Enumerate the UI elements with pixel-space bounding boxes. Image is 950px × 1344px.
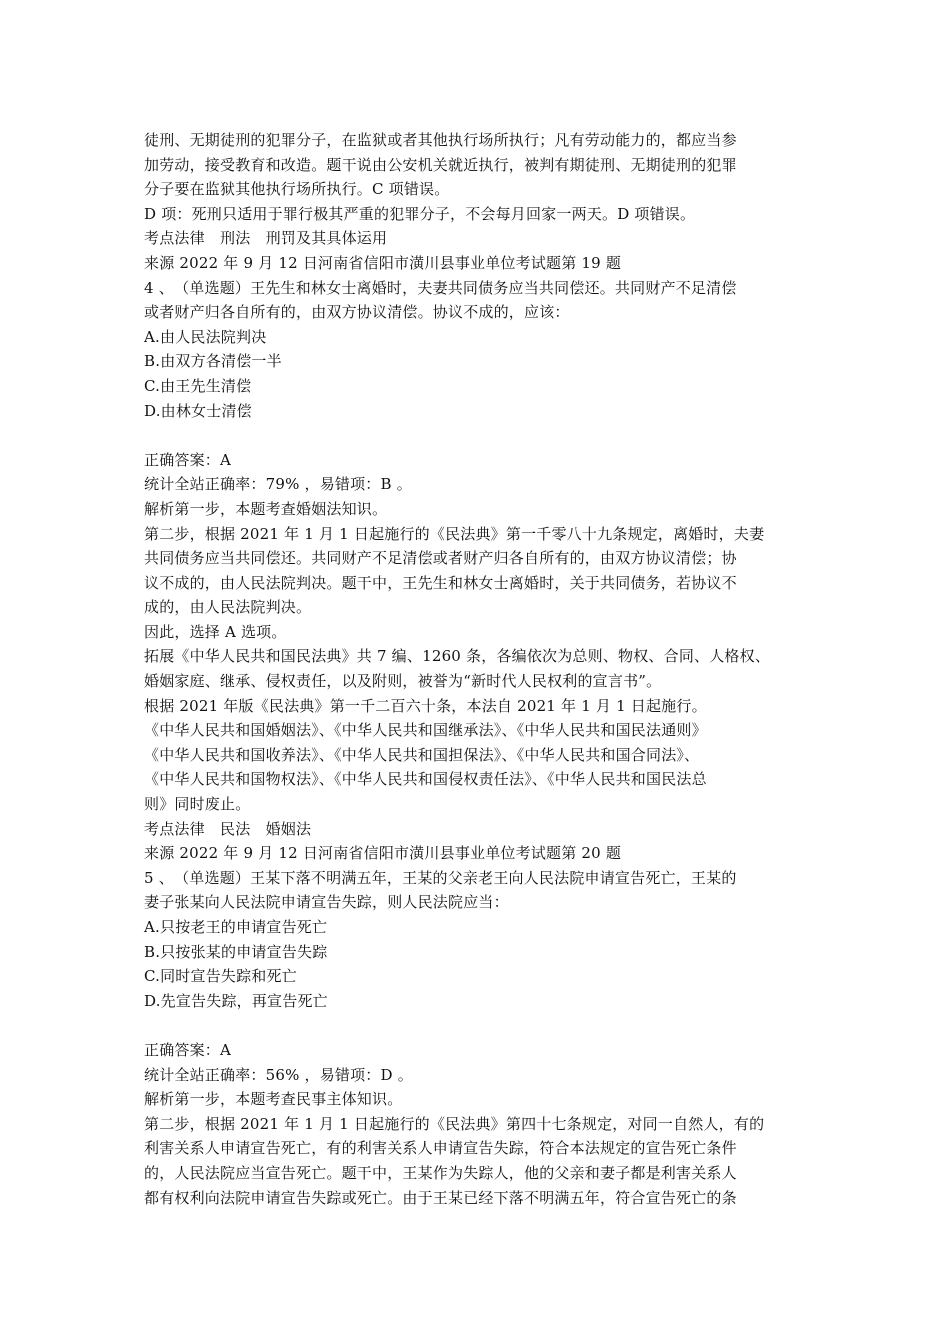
q4-extend	[144, 644, 814, 693]
q4-repealed-laws	[144, 718, 814, 816]
text-line: 第二步，根据 2021 年 1 月 1 日起施行的《民法典》第四十七条规定，对同一自然人，有的	[144, 1114, 765, 1133]
text-line: 5 、 （单选题）王某下落不明满五年，王某的父亲老王向人民法院申请宣告死亡，王某的	[144, 868, 737, 887]
q4-answer: 正确答案：A	[144, 450, 232, 469]
q4-kaodian: 考点法律 民法 婚姻法	[144, 819, 312, 838]
prev-source: 来源 2022 年 9 月 12 日河南省信阳市潢川县事业单位考试题第 19 题	[144, 253, 622, 272]
text-line: 第二步，根据 2021 年 1 月 1 日起施行的《民法典》第一千零八十九条规定，离婚时，夫妻	[144, 524, 765, 543]
text-line: 共同债务应当共同偿还。共同财产不足清偿或者财产归各自所有的，由双方协议清偿；协	[144, 549, 737, 568]
q4-option-a: A.由人民法院判决	[144, 327, 267, 346]
document-content	[144, 128, 814, 1210]
text-line: 4 、 （单选题）王先生和林女士离婚时，夫妻共同债务应当共同偿还。共同财产不足清偿	[144, 278, 737, 297]
q4-option-b: B.由双方各清偿一半	[144, 352, 282, 371]
q5-analysis-step2	[144, 1112, 814, 1210]
text-line: 徒刑、无期徒刑的犯罪分子，在监狱或者其他执行场所执行；凡有劳动能力的，都应当参	[144, 131, 737, 149]
text-line: 《中华人民共和国婚姻法》、《中华人民共和国继承法》、《中华人民共和国民法通则》	[144, 721, 707, 740]
text-line: 都有权利向法院申请宣告失踪或死亡。由于王某已经下落不明满五年，符合宣告死亡的条	[144, 1188, 737, 1207]
text-line: 妻子张某向人民法院申请宣告失踪，则人民法院应当：	[144, 893, 509, 912]
prev-explanation-d-item: D 项：死刑只适用于罪行极其严重的犯罪分子，不会每月回家一两天。D 项错误。	[144, 204, 696, 223]
text-line: 或者财产归各自所有的，由双方协议清偿。协议不成的，应该：	[144, 303, 570, 322]
q4-analysis-step1: 解析第一步，本题考查婚姻法知识。	[144, 499, 388, 518]
q5-analysis-step1: 解析第一步，本题考查民事主体知识。	[144, 1090, 403, 1109]
text-line: 《中华人民共和国物权法》、《中华人民共和国侵权责任法》、《中华人民共和国民法总	[144, 770, 707, 789]
prev-explanation-c-continuation	[144, 128, 814, 202]
q5-option-c: C.同时宣告失踪和死亡	[144, 967, 297, 986]
text-line: 利害关系人申请宣告死亡，有的利害关系人申请宣告失踪，符合本法规定的宣告死亡条件	[144, 1139, 737, 1158]
text-line: 议不成的，由人民法院判决。题干中，王先生和林女士离婚时，关于共同债务，若协议不	[144, 573, 737, 592]
q4-conclusion: 因此，选择 A 选项。	[144, 622, 287, 641]
text-line: 加劳动，接受教育和改造。题干说由公安机关就近执行，被判有期徒刑、无期徒刑的犯罪	[144, 155, 737, 174]
text-line: 成的，由人民法院判决。	[144, 598, 312, 617]
spacer	[144, 423, 814, 448]
text-line: 分子要在监狱其他执行场所执行。C 项错误。	[144, 180, 450, 199]
q5-option-d: D.先宣告失踪，再宣告死亡	[144, 991, 328, 1010]
text-line: 婚姻家庭、继承、侵权责任，以及附则，被誉为“新时代人民权利的宣言书”。	[144, 672, 662, 691]
q4-stem	[144, 276, 814, 325]
q5-option-a: A.只按老王的申请宣告死亡	[144, 918, 328, 936]
q5-answer: 正确答案：A	[144, 1040, 232, 1059]
q5-stem	[144, 866, 814, 915]
text-line: 《中华人民共和国收养法》、《中华人民共和国担保法》、《中华人民共和国合同法》、	[144, 745, 700, 764]
q4-analysis-step2	[144, 522, 814, 620]
q4-option-d: D.由林女士清偿	[144, 401, 252, 420]
q4-effective-date: 根据 2021 年版《民法典》第一千二百六十条，本法自 2021 年 1 月 1 日起施行。	[144, 696, 707, 715]
q4-source: 来源 2022 年 9 月 12 日河南省信阳市潢川县事业单位考试题第 20 题	[144, 844, 622, 863]
text-line: 拓展《中华人民共和国民法典》共 7 编、1260 条，各编依次为总则、物权、合同、人格权、	[144, 647, 771, 666]
q5-stats: 统计全站正确率：56% ，易错项：D 。	[144, 1065, 413, 1084]
prev-kaodian: 考点法律 刑法 刑罚及其具体运用	[144, 229, 388, 248]
q4-stats: 统计全站正确率：79% ，易错项：B 。	[144, 475, 412, 494]
spacer	[144, 1013, 814, 1038]
text-line: 的，人民法院应当宣告死亡。题干中，王某作为失踪人，他的父亲和妻子都是利害关系人	[144, 1163, 737, 1182]
q4-option-c: C.由王先生清偿	[144, 376, 252, 395]
q5-option-b: B.只按张某的申请宣告失踪	[144, 942, 328, 961]
text-line: 则》同时废止。	[144, 795, 251, 814]
